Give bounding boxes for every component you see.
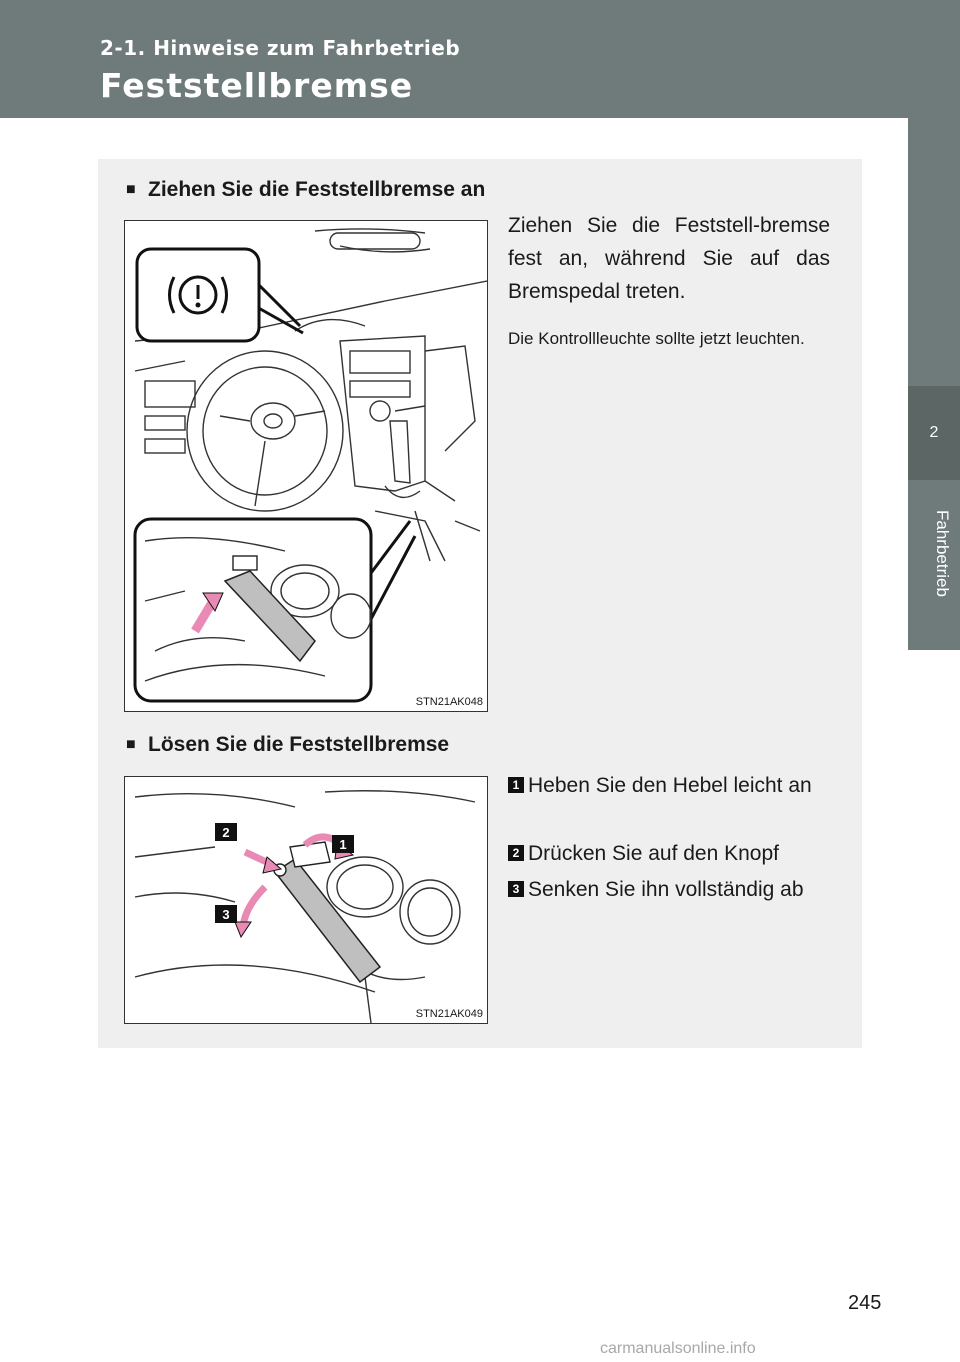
lower-arrow [243, 887, 265, 927]
step-3 [508, 873, 826, 943]
figure-code: STN21AK049 [415, 1008, 483, 1020]
apply-note: Die Kontrollleuchte sollte jetzt leuchten. [508, 329, 805, 348]
svg-text:1: 1 [339, 837, 347, 852]
step-text: Drücken Sie auf den Knopf [528, 842, 779, 865]
figure-parking-brake-release [124, 776, 488, 1024]
step-text: Heben Sie den Hebel leicht an [528, 774, 812, 797]
section-label: 2-1. Hinweise zum Fahrbetrieb [100, 36, 461, 60]
figure-parking-brake-apply [124, 220, 488, 712]
brake-lever [275, 859, 380, 982]
release-heading-text: Lösen Sie die Feststellbremse [148, 733, 450, 756]
step-2 [508, 837, 826, 873]
chapter-label: Fahrbetrieb [933, 509, 952, 597]
content-panel [98, 159, 862, 1048]
step-number: 2 [508, 845, 524, 861]
lever-release-illustration [125, 777, 487, 1023]
dashboard-illustration [125, 221, 487, 711]
watermark[interactable]: carmanualsonline.info [600, 1340, 756, 1357]
apply-heading-text: Ziehen Sie die Feststellbremse an [148, 178, 486, 201]
page-number: 245 [848, 1292, 882, 1314]
svg-text:3: 3 [222, 907, 230, 922]
callout-number-2 [215, 823, 237, 841]
bullet-icon: ■ [126, 181, 136, 198]
step-number: 1 [508, 777, 524, 793]
apply-heading [126, 178, 485, 202]
bullet-icon: ■ [126, 736, 136, 753]
release-heading [126, 733, 449, 757]
apply-instruction: Ziehen Sie die Feststell-bremse fest an, während Sie auf das Bremspedal treten. [508, 214, 830, 303]
figure-code: STN21AK048 [415, 696, 483, 708]
callout-number-1 [332, 835, 354, 853]
svg-text:2: 2 [222, 825, 230, 840]
step-number: 3 [508, 881, 524, 897]
step-1 [508, 769, 826, 839]
step-text: Senken Sie ihn vollständig ab [528, 878, 804, 901]
chapter-number: 2 [929, 424, 939, 441]
page-title: Feststellbremse [100, 66, 414, 105]
callout-number-3 [215, 905, 237, 923]
